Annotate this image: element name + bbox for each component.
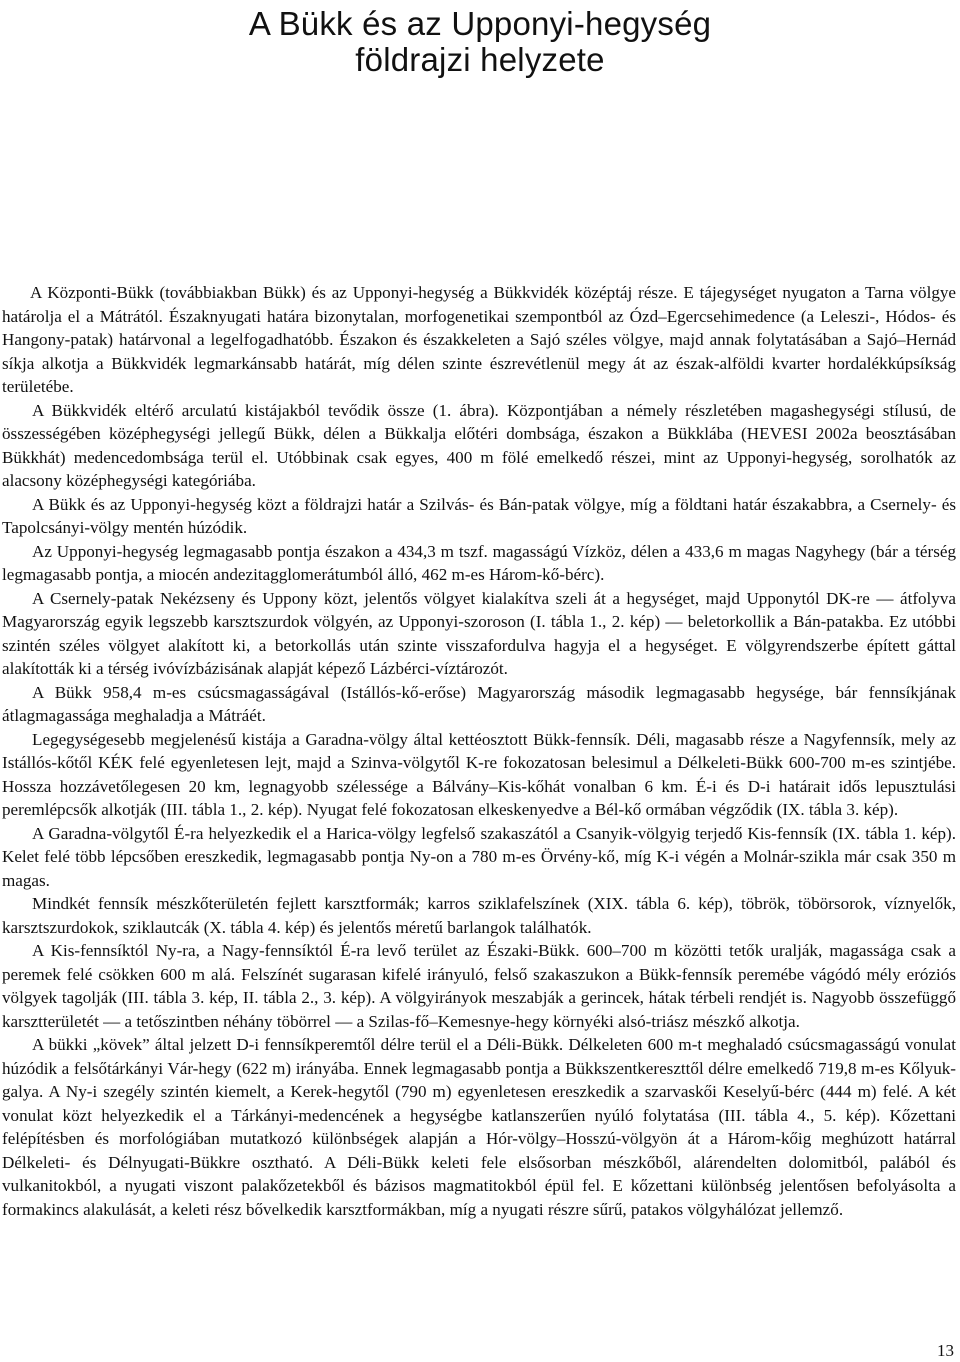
paragraph: A Kis-fennsíktól Ny-ra, a Nagy-fennsíktól É-ra levő terület az Északi-Bükk. 600–700 m közötti tetők uralják, magassága csak a peremek felé csökken 600 m alá. Felszínét sugarasan kifelé irányuló, felső szakaszukon a Bükk-fennsík peremébe vágódó mély eróziós völgyek tagolják (III. tábla 3. kép, II. tábla 2., 3. kép). A völgyirányok meszabják a gerincek, hátak térbeli rendjét is. Nagyobb összefüggő karsztterületét — a tetőszintben néhány töbörrel — a Szilas-fő–Kemesnye-hegy környéki alsó-triász mészkő alkotja. [2, 941, 956, 1031]
title-line-1: A Bükk és az Upponyi-hegység [248, 5, 712, 42]
paragraph: A Bükk és az Upponyi-hegység közt a földrajzi határ a Szilvás- és Bán-patak völgye, míg a földtani határ északabbra, a Csernely- és Tapolcsányi-völgy mentén húzódik. [2, 494, 956, 537]
paragraph: A Bükkvidék eltérő arculatú kistájakból tevődik össze (1. ábra). Központjában a némely részletében magashegységi stílusú, de összességében középhegységi jellegű Bükk, délen a Bükkalja előtéri dombsága, északon a Bükklába (HEVESI 2002a beosztásában Bükkhát) medencedombsága terül el. Utóbbinak csak egyes, 400 m fölé emelkedő részei, mint az Upponyi-hegység, sorolhatók az alacsony középhegységi kategóriába. [2, 400, 956, 490]
paragraph: A Bükk 958,4 m-es csúcsmagasságával (Istállós-kő-erőse) Magyarország második legmagasabb hegysége, bár fennsíkjának átlagmagassága meghaladja a Mátráét. [2, 682, 956, 725]
paragraph: Legegységesebb megjelenésű kistája a Garadna-völgy által kettéosztott Bükk-fennsík. Déli, magasabb része a Nagyfennsík, mely az Istállós-kőtől KÉK felé egyenletesen lejt, majd a Szinva-völgytől K-re fokozatosan belesimul a Délkeleti-Bükk 600-700 m-es szintjébe. Hossza hozzávetőlegesen 20 km, legnagyobb szélessége a Bálvány–Kis-kőhát vonalban 6 km. É-i és D-i határait idős lepusztulási peremlépcsők alkotják (III. tábla 1., 2. kép). Nyugat felé fokozatosan elkeskenyedve a Bél-kő ormában végződik (IX. tábla 3. kép). [2, 729, 956, 819]
paragraph: A Központi-Bükk (továbbiakban Bükk) és az Upponyi-hegység a Bükkvidék középtáj része. E tájegységet nyugaton a Tarna völgye határolja el a Mátrától. Északnyugati határa bizonytalan, morfogenetikai szempontból az Ózd–Egercsehimedence (a Leleszi-, Hódos- és Hangony-patak) határvonal a legelfogadhatóbb. Északon és északkeleten a Sajó széles völgye, majd annak folytatásában a Sajó–Hernád síkja alkotja a Bükkvidék legmarkánsabb határát, míg délen szinte észrevétlenül megy át az észak-alföldi kvarter hordalékkúpsíkság területébe. [2, 283, 956, 396]
paragraph: Az Upponyi-hegység legmagasabb pontja északon a 434,3 m tszf. magasságú Vízköz, délen a 433,6 m magas Nagyhegy (bár a térség legmagasabb pontja, a miocén andezitagglomerátumból álló, 462 m-es Három-kő-bérc). [2, 541, 956, 584]
paragraph: A bükki „kövek” által jelzett D-i fennsíkperemtől délre terül el a Déli-Bükk. Délkeleten 600 m-t meghaladó csúcsmagasságú vonulat húzódik a felsőtárkányi Vár-hegy (622 m) irányába. Ennek legmagasabb pontja a Bükkszentkereszttől délre emelkedő 719,8 m-es Kőlyuk-galya. A Ny-i szegély szintén kiemelt, a Kerek-hegytől (790 m) egyenletesen ereszkedik a szarvaskői Keselyű-bérc (444 m) felé. A két vonulat közt helyezkedik el a Tárkányi-medencének a hegységbe katlanszerűen nyúló folytatása (III. tábla 4., 5. kép). Kőzettani felépítésben és morfológiában mutatkozó különbségek alapján a Hór-völgy–Hosszú-völgyön át a Három-kőig meghúzott határral Délkeleti- és Délnyugati-Bükkre osztható. A Déli-Bükk keleti fele elsősorban mészkőből, alárendelten dolomitból, palából és vulkanitokból, a nyugati viszont palakőzetekből és bázisos magmatitokból épül fel. E kőzettani különbség jelentősen befolyásolta a formakincs alakulását, a keleti rész bővelkedik karsztformákban, míg a nyugati részre sűrű, patakos völgyhálózat jellemző. [2, 1035, 956, 1219]
body-text [2, 281, 956, 1221]
paragraph: A Garadna-völgytől É-ra helyezkedik el a Harica-völgy legfelső szakaszától a Csanyik-völgyig terjedő Kis-fennsík (IX. tábla 1. kép). Kelet felé több lépcsőben ereszkedik, legmagasabb pontja Ny-on a 780 m-es Örvény-kő, míg K-i végén a Molnár-szikla már csak 350 m magas. [2, 823, 956, 890]
title-line-2: földrajzi helyzete [355, 41, 605, 78]
paragraph: A Csernely-patak Nekézseny és Uppony közt, jelentős völgyet kialakítva szeli át a hegységet, majd Upponytól DK-re — átfolyva Magyarország egyik legszebb karsztszurdok völgyén, az Upponyi-szoroson (I. tábla 1., 2. kép) — beletorkollik a Bán-patakba. Ez utóbbi szintén széles völgyet alakított ki, a betorkollás után szinte visszafordulva hagyja el a hegységet. E völgyrendszerbe épített gáttal alakították ki a térség ivóvízbázisának alapját képező Lázbérci-víztározót. [2, 588, 956, 678]
page-title [0, 6, 960, 78]
paragraph: Mindkét fennsík mészkőterületén fejlett karsztformák; karros sziklafelszínek (XIX. tábla 6. kép), töbrök, töbörsorok, víznyelők, karsztszurdokok, sziklautcák (X. tábla 4. kép) és jelentős méretű barlangok találhatók. [2, 894, 956, 937]
page-number: 13 [937, 1341, 954, 1360]
